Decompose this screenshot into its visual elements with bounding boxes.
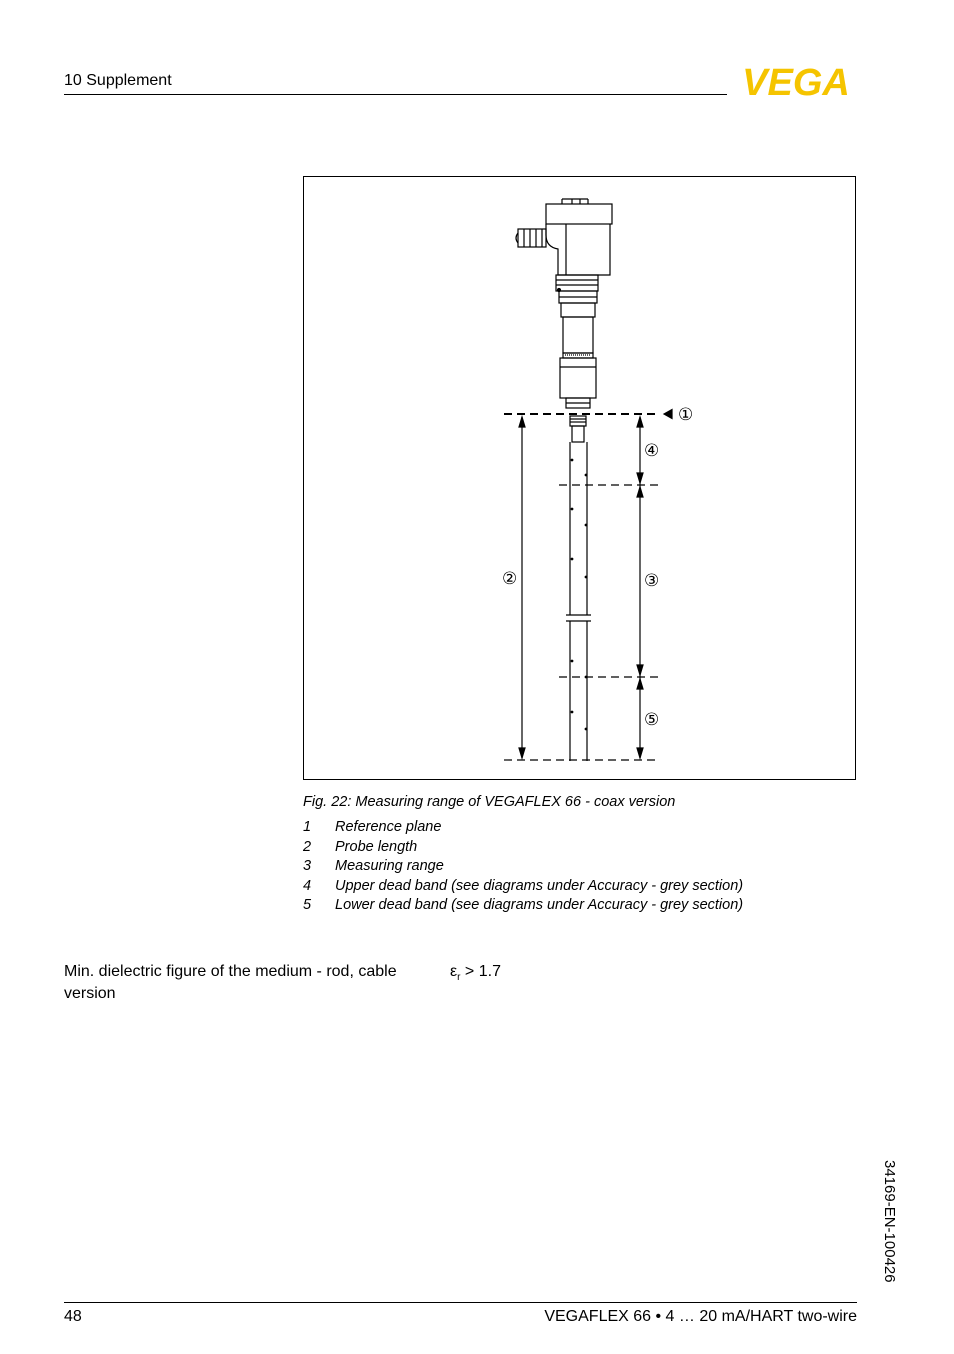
- callout-1: ①: [678, 405, 694, 425]
- header-rule: [64, 94, 727, 95]
- callout-4: ④: [644, 441, 660, 461]
- legend-item: 2 Probe length: [303, 838, 418, 855]
- probe-diagram: [304, 177, 856, 780]
- footer-rule: [64, 1302, 857, 1303]
- legend-item: 5 Lower dead band (see diagrams under Accuracy - grey section): [303, 897, 744, 913]
- footer-title: VEGAFLEX 66 • 4 … 20 mA/HART two-wire: [544, 1308, 857, 1325]
- document-code: [878, 1160, 900, 1300]
- legend-item: 3 Measuring range: [303, 858, 444, 874]
- spec-value: $\varepsilon_r > 1.7$: [450, 963, 501, 984]
- callout-2: ②: [502, 569, 518, 589]
- callout-5: ⑤: [644, 710, 660, 730]
- process-fitting: [559, 291, 597, 408]
- cable-gland: [516, 229, 546, 247]
- range-dimension-chain: [637, 417, 643, 758]
- figure-caption: Fig. 22: Measuring range of VEGAFLEX 66 - coax version: [303, 794, 676, 810]
- legend-item: 1 Reference plane: [303, 819, 442, 835]
- page-number: 48: [64, 1308, 82, 1325]
- running-header: 10 Supplement: [64, 72, 172, 89]
- vega-logo: [734, 64, 858, 98]
- sensor-housing: [546, 199, 612, 292]
- legend-item: 4 Upper dead band (see diagrams under Accuracy - grey section): [303, 877, 744, 894]
- logo-text: VEGA: [742, 64, 850, 98]
- probe-length-dimension: [519, 417, 525, 758]
- callout-3: ③: [644, 571, 660, 591]
- document-code-text: 34169-EN-100426: [881, 1160, 898, 1283]
- spec-label: Min. dielectric figure of the medium - rod, cable version: [64, 963, 397, 1002]
- reference-arrow: [664, 410, 672, 419]
- coax-tube: [566, 416, 591, 761]
- figure-legend: [303, 818, 743, 916]
